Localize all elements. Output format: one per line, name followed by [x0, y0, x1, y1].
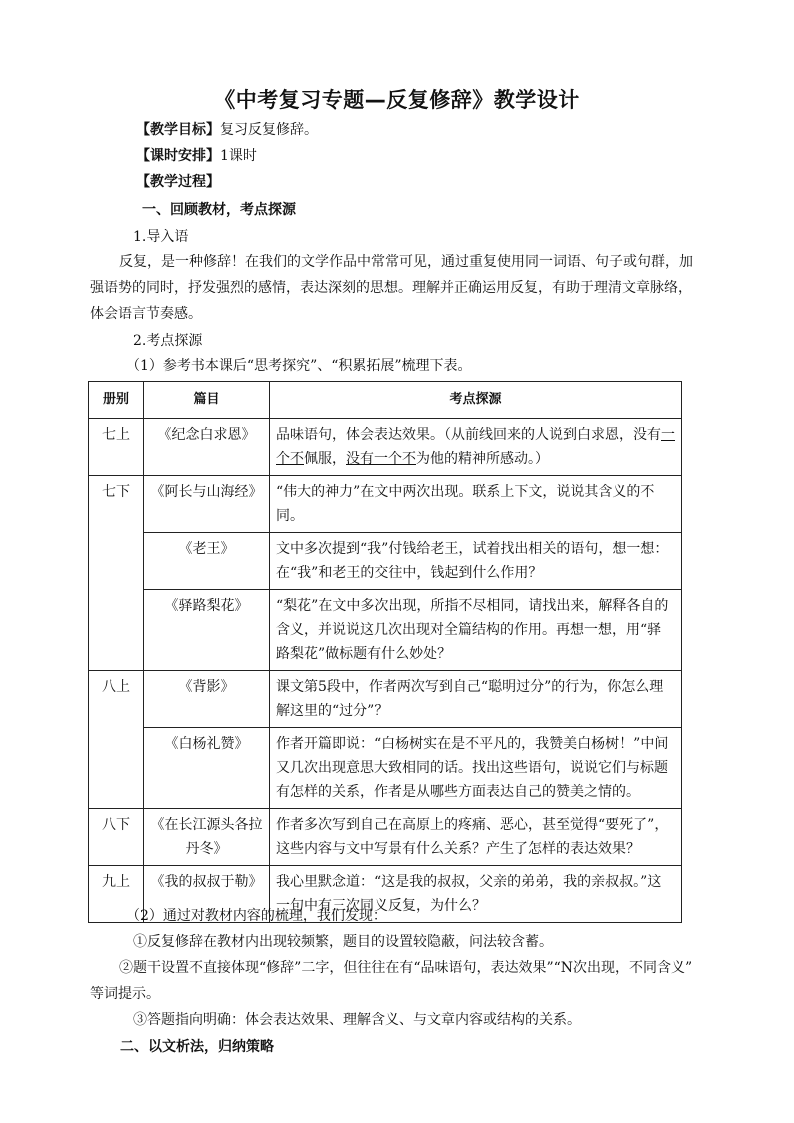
intro-line-2: 强语势的同时，抒发强烈的感情，表达深刻的思想。理解并正确运用反复，有助于理清文章脉络，	[90, 280, 692, 296]
source-table	[88, 381, 682, 923]
table-header-row	[89, 382, 682, 419]
header-work: 篇目	[144, 382, 270, 419]
work-cell: 《背影》	[144, 671, 270, 728]
process-label: 【教学过程】	[136, 174, 220, 190]
source-cell: 作者多次写到自己在高原上的疼痛、恶心，甚至觉得“要死了”，这些内容与文中写景有什么关系？产生了怎样的表达效果？	[270, 809, 682, 866]
work-cell: 《在长江源头各拉丹冬》	[144, 809, 270, 866]
header-grade: 册别	[89, 382, 144, 419]
goal-line	[136, 120, 318, 140]
intro-line-3: 体会语言节奏感。	[90, 306, 202, 322]
finding-item-1: ①反复修辞在教材内出现较频繁，题目的设置较隐蔽，问法较含蓄。	[133, 934, 553, 950]
findings-intro: （2）通过对教材内容的梳理，我们发现：	[126, 908, 387, 924]
source-cell: 文中多次提到“我”付钱给老王，试着找出相关的语句，想一想：在“我”和老王的交往中，钱起到什么作用？	[270, 533, 682, 590]
source-cell: “梨花”在文中多次出现，所指不尽相同，请找出来，解释各自的含义，并说说这几次出现对全篇结构的作用。再想一想，用“驿路梨花”做标题有什么妙处？	[270, 590, 682, 671]
finding-item-2-line-1: ②题干设置不直接体现“修辞”二字，但往往在有“品味语句，表达效果”“N次出现，不同含义”	[119, 960, 693, 976]
work-cell: 《纪念白求恩》	[144, 419, 270, 476]
source-text: 品味语句，体会表达效果。（从前线回来的人说到白求恩，没有	[276, 427, 661, 443]
sub-heading-source: 2.考点探源	[133, 333, 203, 349]
table-row	[89, 476, 682, 533]
header-source: 考点探源	[270, 382, 682, 419]
grade-cell: 九上	[89, 866, 144, 923]
goal-value: 复习反复修辞。	[220, 122, 318, 138]
section1-heading: 一、回顾教材，考点探源	[142, 202, 296, 218]
work-cell: 《我的叔叔于勒》	[144, 866, 270, 923]
finding-item-3: ③答题指向明确：体会表达效果、理解含义、与文章内容或结构的关系。	[133, 1012, 581, 1028]
source-cell: 课文第5段中，作者两次写到自己“聪明过分”的行为，你怎么理解这里的“过分”？	[270, 671, 682, 728]
grade-cell: 八上	[89, 671, 144, 728]
intro-line-1: 反复，是一种修辞！在我们的文学作品中常常可见，通过重复使用同一词语、句子或句群，加	[119, 254, 693, 270]
work-cell: 《白杨礼赞》	[144, 728, 270, 809]
source-text: 为他的精神所感动。）	[416, 451, 549, 467]
grade-cell	[89, 590, 144, 671]
grade-cell: 七上	[89, 419, 144, 476]
time-value: 1课时	[220, 148, 257, 164]
finding-item-2-line-2: 等词提示。	[90, 986, 160, 1002]
work-cell: 《阿长与山海经》	[144, 476, 270, 533]
source-text: 佩服，	[304, 451, 346, 467]
document-title: 《中考复习专题—反复修辞》教学设计	[214, 88, 580, 112]
source-cell	[270, 419, 682, 476]
grade-cell: 八下	[89, 809, 144, 866]
table-row	[89, 809, 682, 866]
work-cell: 《老王》	[144, 533, 270, 590]
table-row	[89, 671, 682, 728]
table-row	[89, 590, 682, 671]
section2-heading: 二、以文析法，归纳策略	[120, 1039, 274, 1055]
grade-cell	[89, 728, 144, 809]
time-label: 【课时安排】	[136, 148, 220, 164]
grade-cell: 七下	[89, 476, 144, 533]
work-cell: 《驿路梨花》	[144, 590, 270, 671]
source-cell: 作者开篇即说：“白杨树实在是不平凡的，我赞美白杨树！”中间又几次出现意思大致相同的话。找出这些语句，说说它们与标题有怎样的关系，作者是从哪些方面表达自己的赞美之情的。	[270, 728, 682, 809]
time-line	[136, 146, 257, 166]
underlined-text: 没有一个不	[346, 451, 416, 467]
sub-heading-intro: 1.导入语	[133, 229, 189, 245]
table-row	[89, 533, 682, 590]
table-row	[89, 419, 682, 476]
grade-cell	[89, 533, 144, 590]
table-intro: （1）参考书本课后“思考探究”、“积累拓展”梳理下表。	[126, 358, 472, 374]
goal-label: 【教学目标】	[136, 122, 220, 138]
source-cell: “伟大的神力”在文中两次出现。联系上下文，说说其含义的不同。	[270, 476, 682, 533]
table-row	[89, 728, 682, 809]
underlined-text: 一个不	[276, 427, 675, 467]
source-cell: 我心里默念道：“这是我的叔叔，父亲的弟弟，我的亲叔叔。”这一句中有三次同义反复，为什么？	[270, 866, 682, 923]
